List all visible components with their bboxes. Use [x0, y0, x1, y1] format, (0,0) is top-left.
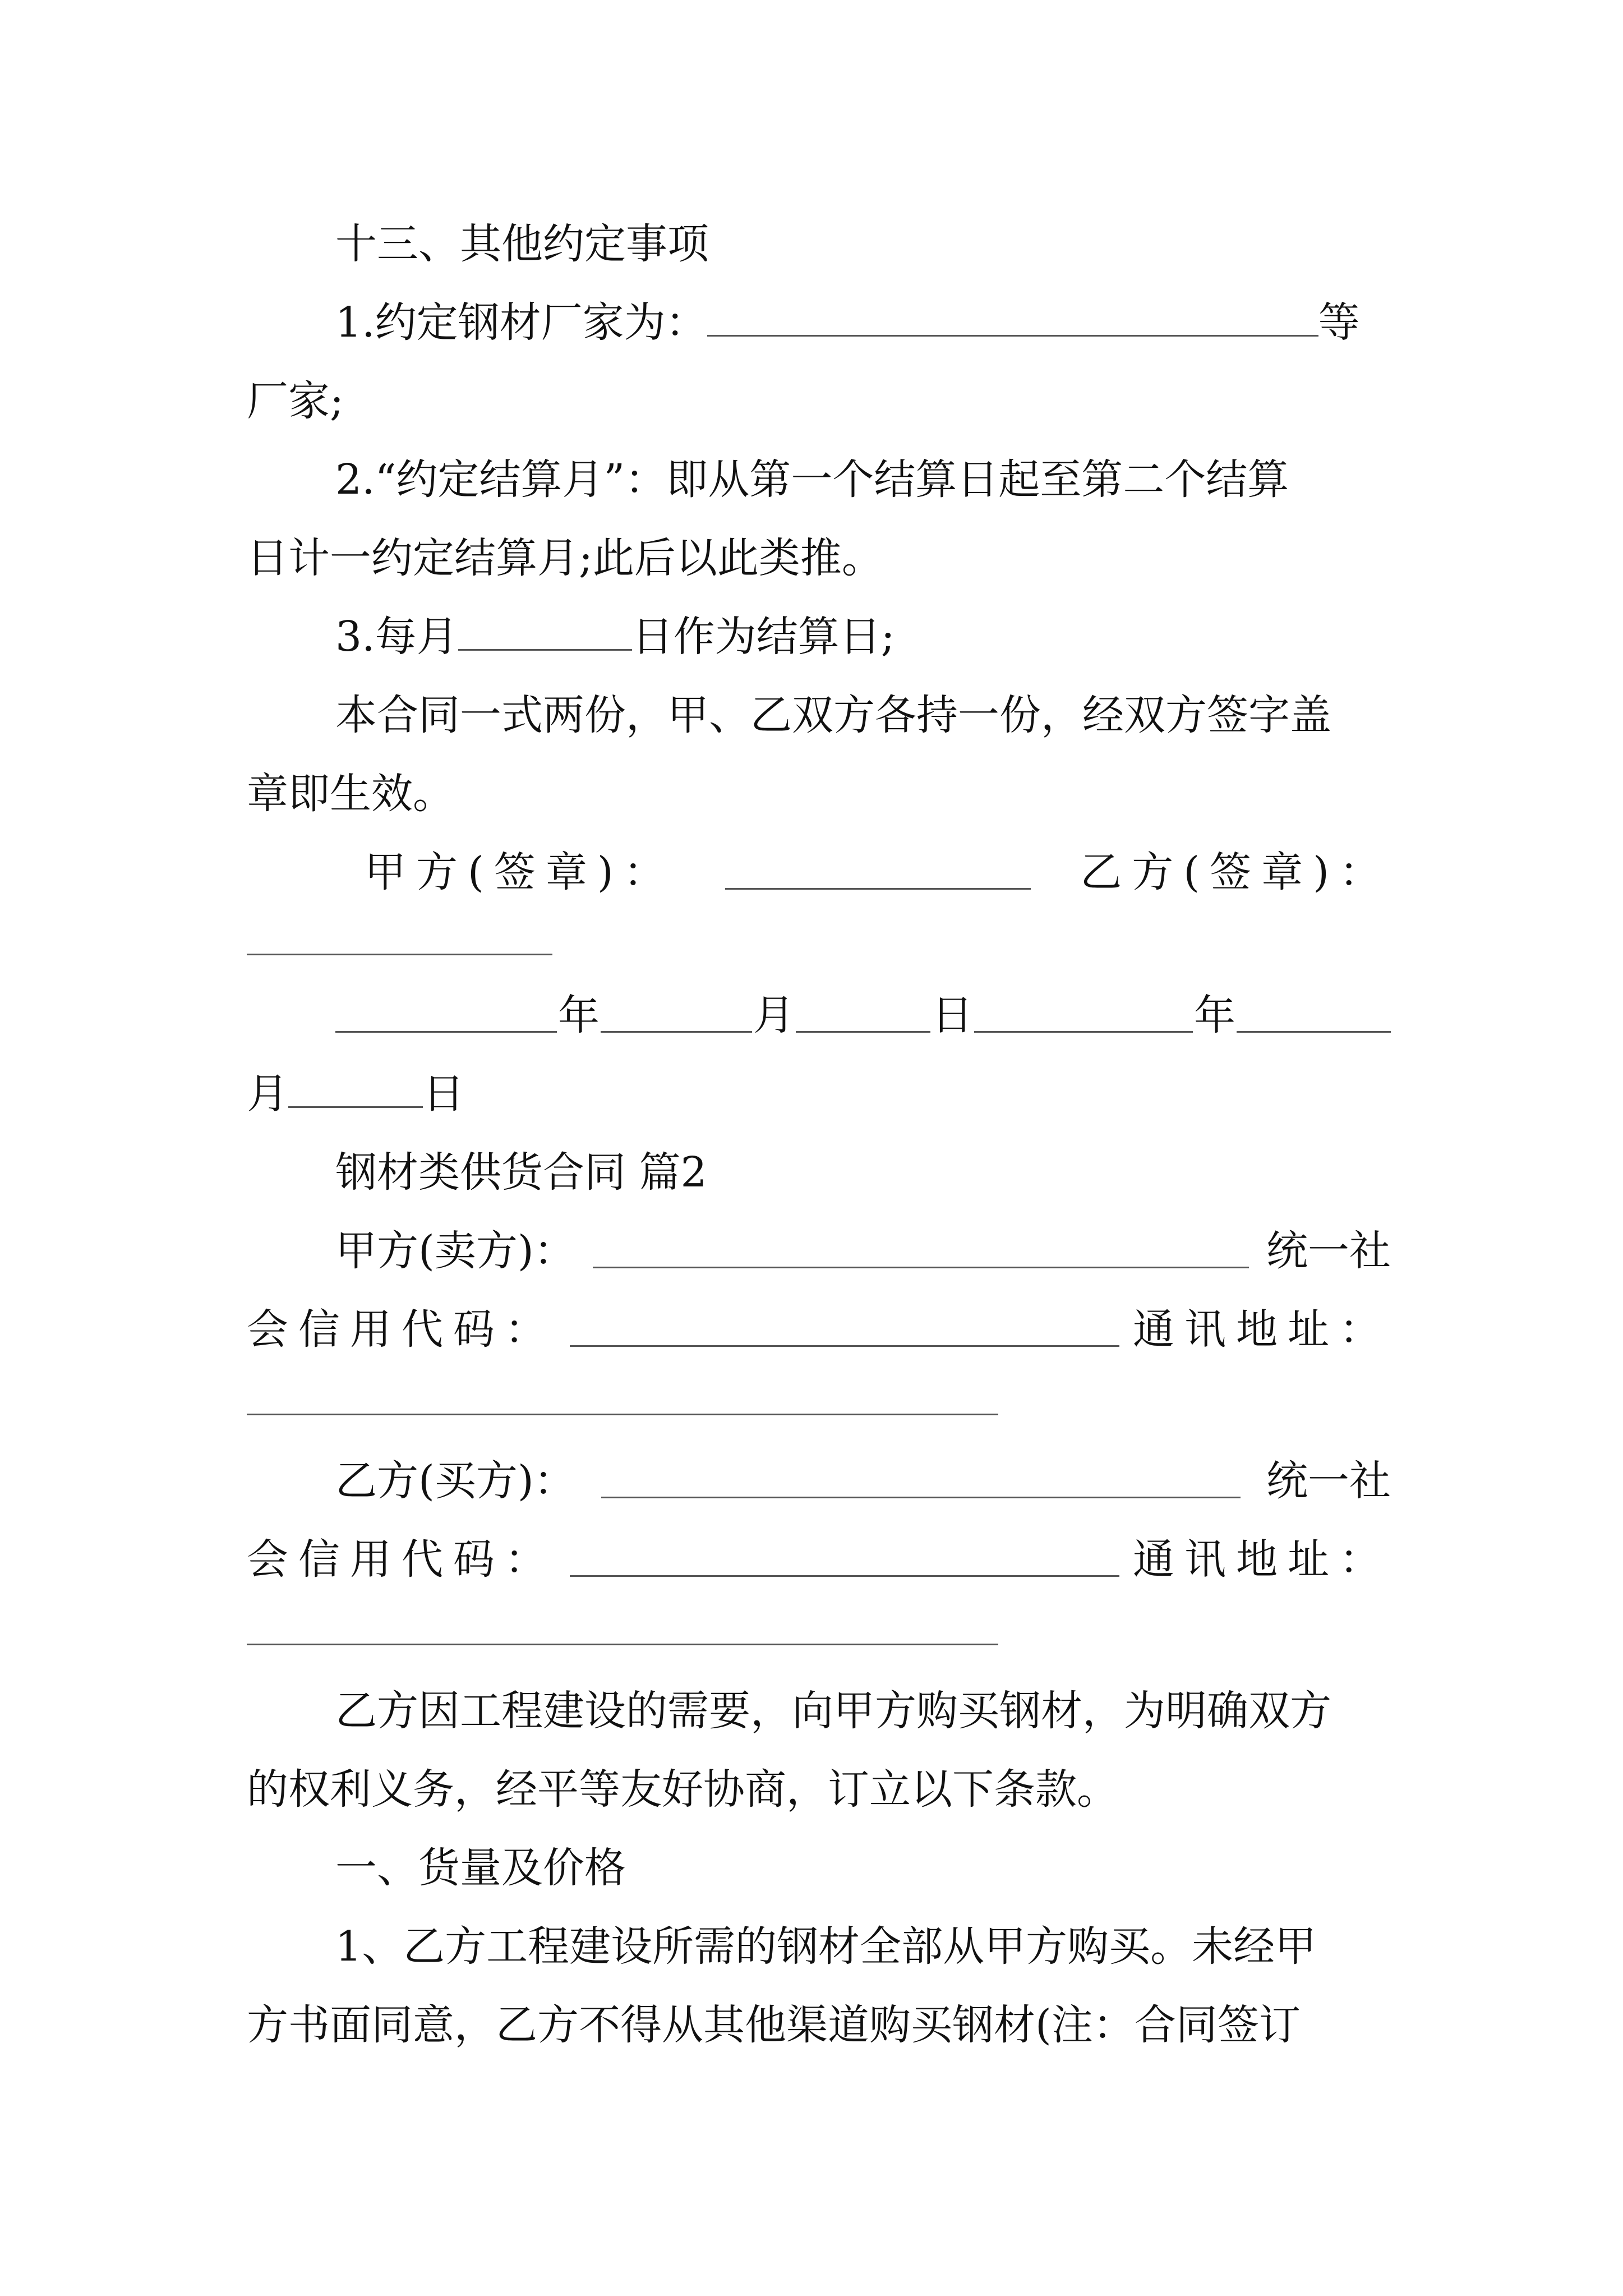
copies-clause-line2: 章即生效。 — [247, 770, 454, 818]
party-a-signature-blank — [725, 855, 1031, 890]
date-row-continuation — [247, 1055, 1391, 1133]
clause-manufacturer-prefix: 1.约定钢材厂家为： — [335, 298, 707, 347]
buyer-label: 乙方(买方)： — [335, 1457, 575, 1505]
seller-row — [335, 1212, 1391, 1290]
party-b-month-label: 月 — [247, 1070, 288, 1118]
clause-settlement-day-prefix: 3.每月 — [335, 613, 458, 661]
intro-line2: 的权利义务，经平等友好协商，订立以下条款。 — [247, 1765, 1118, 1814]
seller-credit-start: 统一社 — [1266, 1227, 1391, 1275]
party-a-day-blank — [796, 999, 930, 1033]
heading-quantity-price: 一、货量及价格 — [335, 1844, 626, 1892]
clause-manufacturer — [335, 283, 1391, 362]
seller-name-blank — [593, 1234, 1249, 1268]
party-b-year-label: 年 — [1194, 991, 1235, 1039]
seller-credit-blank — [570, 1313, 1119, 1347]
clause-settlement-day-suffix: 日作为结算日; — [631, 613, 895, 661]
clause-settlement-month-line1: 2.“约定结算月”：即从第一个结算日起至第二个结算 — [335, 455, 1289, 504]
party-b-day-label: 日 — [423, 1070, 464, 1118]
party-b-year-blank — [974, 999, 1193, 1033]
manufacturer-blank — [707, 302, 1318, 337]
seller-credit-row — [247, 1290, 1391, 1369]
clause-settlement-day — [335, 597, 1391, 676]
party-b-signature-label: 乙方(签章)： — [1080, 848, 1391, 896]
party-b-signature-blank — [247, 954, 552, 955]
party-a-year-blank — [335, 999, 557, 1033]
party-a-year-label: 年 — [558, 991, 600, 1039]
signature-row — [365, 833, 1391, 912]
buyer-name-blank — [601, 1464, 1241, 1498]
buyer-credit-blank — [570, 1543, 1119, 1577]
party-b-day-blank — [288, 1074, 423, 1108]
seller-label: 甲方(卖方)： — [335, 1227, 575, 1275]
clause1-line1: 1、乙方工程建设所需的钢材全部从甲方购买。未经甲 — [335, 1922, 1317, 1971]
party-a-month-blank — [601, 999, 752, 1033]
section-heading-other-matters: 十三、其他约定事项 — [335, 220, 709, 268]
seller-address-label: 通讯地址： — [1133, 1305, 1391, 1354]
clause-manufacturer-continuation: 厂家; — [247, 377, 344, 425]
clause-manufacturer-suffix: 等 — [1318, 298, 1360, 347]
section2-title: 钢材类供货合同 篇2 — [335, 1148, 707, 1197]
buyer-credit-label: 会信用代码： — [247, 1535, 556, 1584]
party-a-signature-label: 甲方(签章)： — [365, 848, 675, 896]
clause-settlement-month-line2: 日计一约定结算月;此后以此类推。 — [247, 534, 883, 582]
buyer-address-label: 通讯地址： — [1133, 1535, 1391, 1584]
buyer-credit-row — [247, 1520, 1391, 1599]
buyer-row — [335, 1442, 1391, 1520]
settlement-day-blank — [458, 616, 632, 651]
party-a-day-label: 日 — [932, 991, 973, 1039]
date-row — [335, 976, 1391, 1055]
buyer-address-blank — [247, 1644, 998, 1645]
buyer-credit-start: 统一社 — [1266, 1457, 1391, 1505]
seller-address-blank — [247, 1414, 998, 1415]
clause1-line2: 方书面同意，乙方不得从其他渠道购买钢材(注：合同签订 — [247, 2001, 1301, 2049]
seller-credit-label: 会信用代码： — [247, 1305, 556, 1354]
copies-clause-line1: 本合同一式两份，甲、乙双方各持一份，经双方签字盖 — [335, 691, 1331, 739]
intro-line1: 乙方因工程建设的需要，向甲方购买钢材，为明确双方 — [335, 1687, 1331, 1735]
party-b-month-blank — [1237, 999, 1391, 1033]
party-a-month-label: 月 — [753, 991, 795, 1039]
